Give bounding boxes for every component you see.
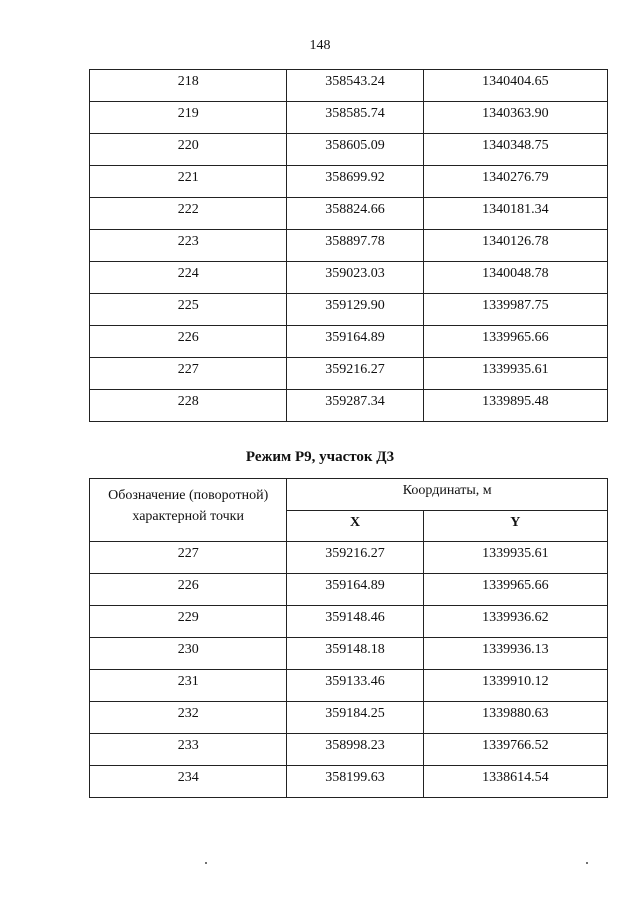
table-row <box>90 390 608 422</box>
x-coordinate-cell: 359216.27 <box>287 542 423 574</box>
table-row <box>90 358 608 390</box>
point-id-cell: 220 <box>90 134 287 166</box>
x-coordinate-cell: 359023.03 <box>287 262 423 294</box>
y-coordinate-cell: 1340181.34 <box>423 198 607 230</box>
header-coordinates: Координаты, м <box>287 479 608 511</box>
x-coordinate-cell: 359164.89 <box>287 574 423 606</box>
x-coordinate-cell: 358605.09 <box>287 134 423 166</box>
y-coordinate-cell: 1340276.79 <box>423 166 607 198</box>
y-coordinate-cell: 1339935.61 <box>423 542 607 574</box>
table-row <box>90 542 608 574</box>
x-coordinate-cell: 358199.63 <box>287 766 423 798</box>
table-row <box>90 262 608 294</box>
y-coordinate-cell: 1339935.61 <box>423 358 607 390</box>
table2-header <box>90 479 608 542</box>
point-id-cell: 227 <box>90 542 287 574</box>
x-coordinate-cell: 359148.18 <box>287 638 423 670</box>
table-row <box>90 638 608 670</box>
y-coordinate-cell: 1339987.75 <box>423 294 607 326</box>
x-coordinate-cell: 359133.46 <box>287 670 423 702</box>
table-row <box>90 766 608 798</box>
y-coordinate-cell: 1339936.62 <box>423 606 607 638</box>
x-coordinate-cell: 359164.89 <box>287 326 423 358</box>
table-row <box>90 230 608 262</box>
table1-body <box>90 70 608 422</box>
y-coordinate-cell: 1340126.78 <box>423 230 607 262</box>
y-coordinate-cell: 1339965.66 <box>423 326 607 358</box>
point-id-cell: 230 <box>90 638 287 670</box>
x-coordinate-cell: 359287.34 <box>287 390 423 422</box>
table-row <box>90 294 608 326</box>
y-coordinate-cell: 1339965.66 <box>423 574 607 606</box>
y-coordinate-cell: 1339880.63 <box>423 702 607 734</box>
page-number: 148 <box>309 38 331 53</box>
scan-speck <box>586 862 588 864</box>
x-coordinate-cell: 359216.27 <box>287 358 423 390</box>
point-id-cell: 221 <box>90 166 287 198</box>
x-coordinate-cell: 358897.78 <box>287 230 423 262</box>
table-row <box>90 702 608 734</box>
y-coordinate-cell: 1339895.48 <box>423 390 607 422</box>
table2-body <box>90 542 608 798</box>
point-id-cell: 233 <box>90 734 287 766</box>
table-row <box>90 134 608 166</box>
point-id-cell: 222 <box>90 198 287 230</box>
table-row <box>90 166 608 198</box>
header-row <box>90 479 608 511</box>
x-coordinate-cell: 358699.92 <box>287 166 423 198</box>
point-id-cell: 223 <box>90 230 287 262</box>
y-coordinate-cell: 1340348.75 <box>423 134 607 166</box>
point-id-cell: 219 <box>90 102 287 134</box>
table-row <box>90 606 608 638</box>
table-row <box>90 734 608 766</box>
y-coordinate-cell: 1340404.65 <box>423 70 607 102</box>
x-coordinate-cell: 359148.46 <box>287 606 423 638</box>
scan-speck <box>205 862 207 864</box>
coordinates-table <box>89 478 608 798</box>
coordinates-table-continued <box>89 69 608 422</box>
header-x: X <box>287 511 423 542</box>
section-title: Режим Р9, участок Д3 <box>245 449 395 465</box>
x-coordinate-cell: 359129.90 <box>287 294 423 326</box>
x-coordinate-cell: 358824.66 <box>287 198 423 230</box>
point-id-cell: 227 <box>90 358 287 390</box>
table-row <box>90 574 608 606</box>
y-coordinate-cell: 1339910.12 <box>423 670 607 702</box>
point-id-cell: 234 <box>90 766 287 798</box>
x-coordinate-cell: 358543.24 <box>287 70 423 102</box>
table-row <box>90 670 608 702</box>
y-coordinate-cell: 1340363.90 <box>423 102 607 134</box>
x-coordinate-cell: 358998.23 <box>287 734 423 766</box>
x-coordinate-cell: 359184.25 <box>287 702 423 734</box>
point-id-cell: 232 <box>90 702 287 734</box>
table-row <box>90 102 608 134</box>
y-coordinate-cell: 1339766.52 <box>423 734 607 766</box>
header-designation: Обозначение (поворотной) характерной точки <box>90 479 287 542</box>
y-coordinate-cell: 1340048.78 <box>423 262 607 294</box>
point-id-cell: 229 <box>90 606 287 638</box>
point-id-cell: 228 <box>90 390 287 422</box>
point-id-cell: 224 <box>90 262 287 294</box>
y-coordinate-cell: 1338614.54 <box>423 766 607 798</box>
table-row <box>90 198 608 230</box>
header-y: Y <box>423 511 607 542</box>
x-coordinate-cell: 358585.74 <box>287 102 423 134</box>
point-id-cell: 226 <box>90 574 287 606</box>
point-id-cell: 231 <box>90 670 287 702</box>
table-row <box>90 326 608 358</box>
y-coordinate-cell: 1339936.13 <box>423 638 607 670</box>
point-id-cell: 226 <box>90 326 287 358</box>
point-id-cell: 225 <box>90 294 287 326</box>
point-id-cell: 218 <box>90 70 287 102</box>
table-row <box>90 70 608 102</box>
